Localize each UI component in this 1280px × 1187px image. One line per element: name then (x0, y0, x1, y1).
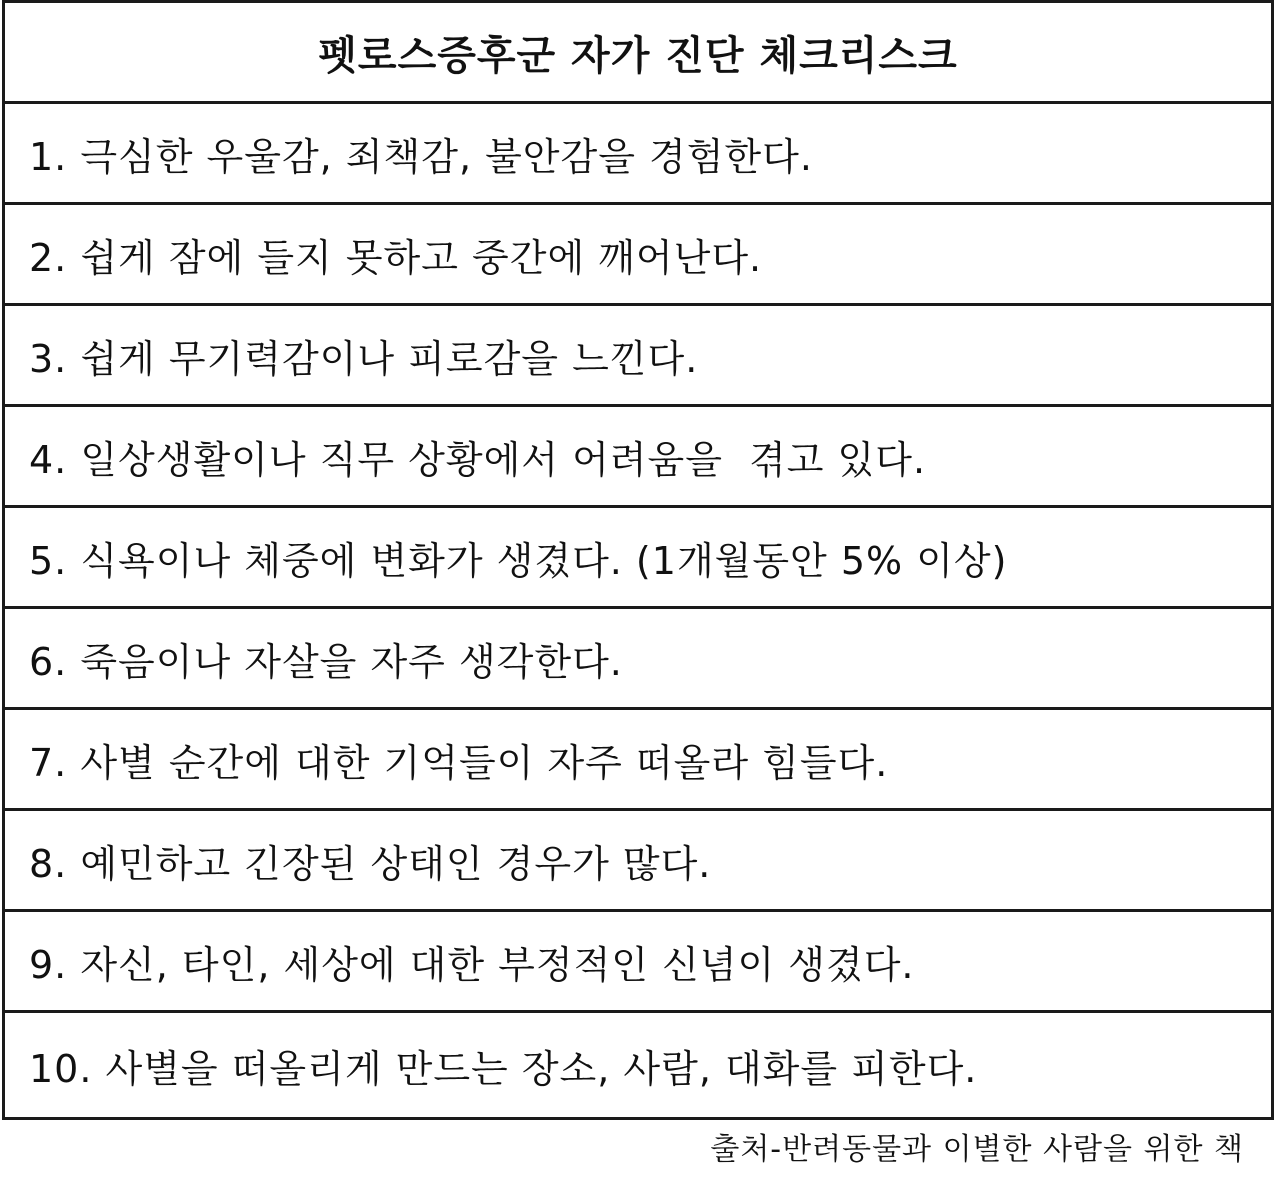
checklist-row (5, 104, 1271, 205)
checklist-item-1: 1. 극심한 우울감, 죄책감, 불안감을 경험한다. (29, 134, 813, 179)
checklist-row (5, 205, 1271, 306)
checklist-item-8: 8. 예민하고 긴장된 상태인 경우가 많다. (29, 841, 712, 886)
checklist-item-9: 9. 자신, 타인, 세상에 대한 부정적인 신념이 생겼다. (29, 942, 915, 987)
checklist-title: 펫로스증후군 자가 진단 체크리스크 (318, 32, 958, 79)
checklist-item-6: 6. 죽음이나 자살을 자주 생각한다. (29, 639, 623, 684)
source-citation: 출처-반려동물과 이별한 사람을 위한 책 (710, 1132, 1244, 1167)
checklist-item-2: 2. 쉽게 잠에 들지 못하고 중간에 깨어난다. (29, 235, 763, 280)
checklist-row (5, 710, 1271, 811)
checklist-item-10: 10. 사별을 떠올리게 만드는 장소, 사람, 대화를 피한다. (29, 1046, 978, 1091)
checklist-item-7: 7. 사별 순간에 대한 기억들이 자주 떠올라 힘들다. (29, 740, 889, 785)
checklist-table (2, 0, 1274, 1120)
checklist-item-3: 3. 쉽게 무기력감이나 피로감을 느낀다. (29, 336, 699, 381)
checklist-item-5: 5. 식욕이나 체중에 변화가 생겼다. (1개월동안 5% 이상) (29, 538, 1008, 583)
checklist-row (5, 407, 1271, 508)
checklist-row (5, 306, 1271, 407)
checklist-row (5, 912, 1271, 1013)
checklist-row (5, 811, 1271, 912)
checklist-row (5, 609, 1271, 710)
checklist-row (5, 1013, 1271, 1117)
checklist-item-4: 4. 일상생활이나 직무 상황에서 어려움을 겪고 있다. (29, 437, 927, 482)
title-row (5, 3, 1271, 104)
checklist-row (5, 508, 1271, 609)
